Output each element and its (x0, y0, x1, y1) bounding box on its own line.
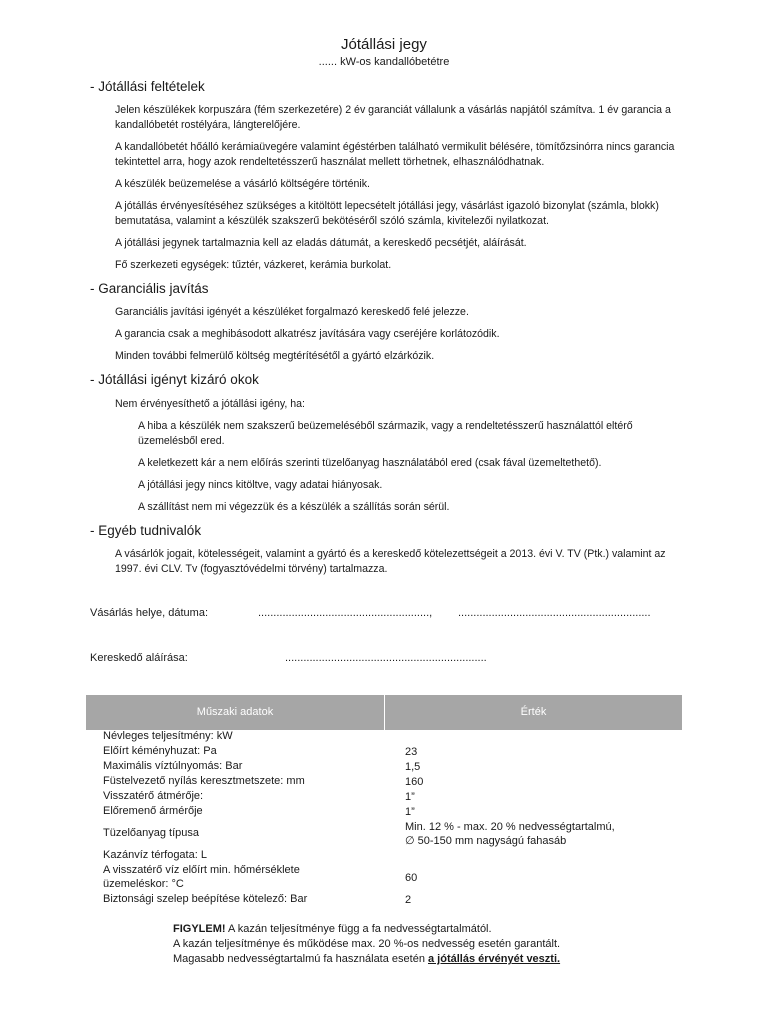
document-subtitle: ...... kW-os kandallóbetétre (318, 56, 450, 68)
notice-line-1 (173, 922, 492, 937)
table-row-label: Maximális víztúlnyomás: Bar (103, 760, 243, 772)
table-row-value: Min. 12 % - max. 20 % nedvességtartalmú, (405, 821, 615, 833)
document-title: Jótállási jegy (341, 36, 427, 53)
table-row-label: Visszatérő átmérője: (103, 790, 204, 802)
paragraph: A jótállási jegynek tartalmaznia kell az eladás dátumát, a kereskedő pecsétjét, aláírását. (115, 237, 527, 249)
notice-emphasis: a jótállás érvényét veszti. (428, 953, 561, 965)
section-heading-exclusions: - Jótállási igényt kizáró okok (90, 372, 259, 387)
paragraph: Nem érvényesíthető a jótállási igény, ha: (115, 398, 306, 410)
table-row-label: Tüzelőanyag típusa (103, 827, 200, 839)
purchase-date-field[interactable]: ............................................................... (458, 607, 651, 619)
table-row-label: Kazánvíz térfogata: L (103, 849, 207, 861)
table-row-value: 60 (405, 872, 418, 884)
paragraph: A készülék beüzemelése a vásárló költségére történik. (115, 178, 370, 190)
paragraph: A garancia csak a meghibásodott alkatrész javítására vagy cseréjére korlátozódik. (115, 328, 500, 340)
list-item: A szállítást nem mi végezzük és a készülék a szállítás során sérül. (138, 501, 450, 513)
column-header-technical-data: Műszaki adatok (196, 706, 274, 718)
list-item: A jótállási jegy nincs kitöltve, vagy adatai hiányosak. (138, 479, 383, 491)
list-item: A keletkezett kár a nem előírás szerinti tüzelőanyag használatából ered (csak fával üzemeltethető). (138, 457, 602, 469)
paragraph: Fő szerkezeti egységek: tűztér, vázkeret, kerámia burkolat. (115, 259, 392, 271)
table-row-label: Előírt kéményhuzat: Pa (103, 745, 217, 757)
paragraph: Minden további felmerülő költség megtérítésétől a gyártó elzárkózik. (115, 350, 435, 362)
table-row-value: 2 (405, 894, 412, 906)
table-row-value: 23 (405, 746, 418, 758)
column-header-value: Érték (520, 706, 547, 718)
paragraph: A kandallóbetét hőálló kerámiaüvegére valamint égéstérben található vermikulit bélésére, tömítőzsinórra nincs garancia tekintettel arra, hogy azok rendeltetésszerű használat mellett törhetnek, elhasználódhatnak. (115, 141, 675, 168)
table-row-label: Füstelvezető nyílás keresztmetszete: mm (103, 775, 305, 787)
list-item: A hiba a készülék nem szakszerű beüzemeléséből származik, vagy a rendeltetésszerű használattól eltérő üzemelésből ered. (138, 420, 633, 447)
table-row-value: 1” (405, 806, 415, 818)
paragraph: Jelen készülékek korpuszára (fém szerkezetére) 2 év garanciát vállalunk a vásárlás napjától számítva. 1 év garancia a kandallóbetét rostélyára, lángterelőjére. (115, 104, 671, 131)
table-row-value: 1” (405, 791, 415, 803)
paragraph: Garanciális javítási igényét a készüléket forgalmazó kereskedő felé jelezze. (115, 306, 469, 318)
table-row-label: A visszatérő víz előírt min. hőmérséklete (103, 864, 300, 876)
section-heading-warranty-repair: - Garanciális javítás (90, 281, 209, 296)
tech-data-table-header (86, 695, 682, 730)
section-heading-other-info: - Egyéb tudnivalók (90, 523, 202, 538)
notice-text: A kazán teljesítménye függ a fa nedvességtartalmától. (225, 923, 492, 935)
section-heading-warranty-terms: - Jótállási feltételek (90, 79, 205, 94)
table-row-label: Előremenő ármérője (103, 805, 203, 817)
dealer-signature-label: Kereskedő aláírása: (90, 652, 188, 664)
paragraph: A vásárlók jogait, kötelességeit, valamint a gyártó és a kereskedő kötelezettségeit a 2013. évi V. TV (Ptk.) valamint az 1997. évi CLV. Tv (fogyasztóvédelmi törvény) tartalmazza. (115, 548, 666, 575)
notice-text: Magasabb nedvességtartalmú fa használata esetén (173, 953, 428, 965)
notice-warning-label: FIGYLEM! (173, 923, 226, 935)
table-row-label: Névleges teljesítmény: kW (103, 730, 233, 742)
purchase-place-field[interactable]: ........................................................, (258, 607, 433, 619)
dealer-signature-field[interactable]: .................................................................. (285, 652, 487, 664)
notice-line-3 (173, 952, 560, 967)
table-row-value-line2: ∅ 50-150 mm nagyságú fahasáb (405, 835, 567, 847)
table-row-label: Biztonsági szelep beépítése kötelező: Bar (103, 893, 308, 905)
purchase-place-date-label: Vásárlás helye, dátuma: (90, 607, 209, 619)
paragraph: A jótállás érvényesítéséhez szükséges a kitöltött lepecsételt jótállási jegy, vásárlást igazoló bizonylat (számla, blokk) bemutatása, valamint a készülék szakszerű bekötéséről szóló számla, kivitelezői nyilatkozat. (115, 200, 659, 227)
table-row-label-line2: üzemeléskor: °C (103, 878, 184, 890)
table-row-value: 1,5 (405, 761, 421, 773)
table-row-value: 160 (405, 776, 424, 788)
notice-line-2: A kazán teljesítménye és működése max. 20 %-os nedvesség esetén garantált. (173, 938, 561, 950)
